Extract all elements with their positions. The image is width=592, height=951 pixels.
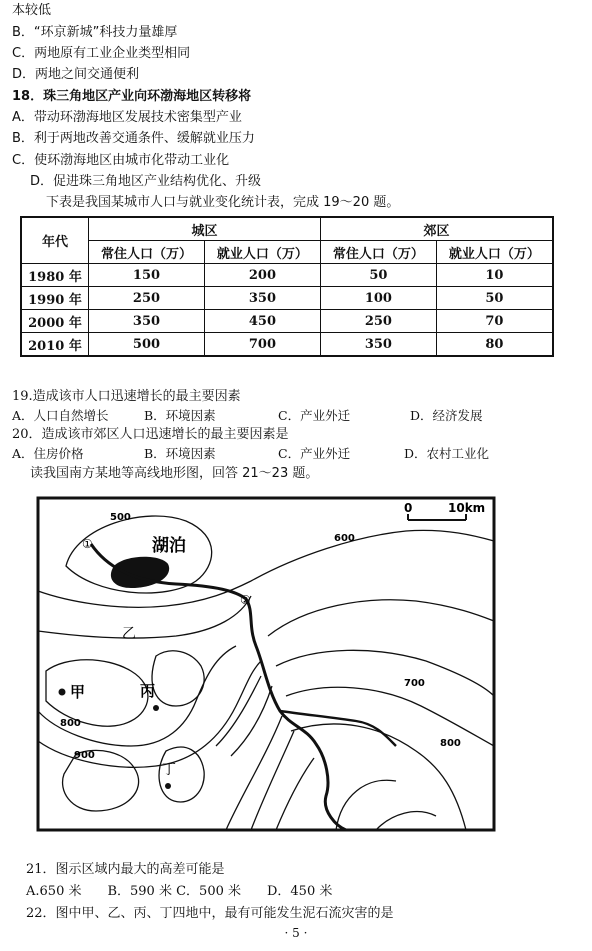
q20-option-d: D．农村工业化: [404, 446, 490, 461]
cell-year: 1980 年: [21, 264, 89, 287]
question-18: 18．珠三角地区产业向环渤海地区转移将: [12, 89, 252, 104]
q19-option-a: A．人口自然增长: [12, 408, 109, 423]
cell-value: 450: [204, 310, 320, 333]
urban-resident-header: 常住人口（万）: [89, 241, 205, 264]
cell-value: 350: [320, 333, 436, 357]
suburb-employed-header: 就业人口（万）: [436, 241, 553, 264]
text-line: 本较低: [12, 3, 52, 18]
contour-700: 700: [404, 678, 425, 689]
q19-options: [12, 407, 592, 425]
q20-options: [12, 445, 592, 463]
cell-value: 350: [204, 287, 320, 310]
q19-option-b: B．环境因素: [144, 408, 216, 423]
cell-value: 200: [204, 264, 320, 287]
urban-employed-header: 就业人口（万）: [204, 241, 320, 264]
table-intro: 下表是我国某城市人口与就业变化统计表，完成 19～20 题。: [46, 195, 400, 210]
contour-800-left: 800: [60, 718, 81, 729]
map-intro: 读我国南方某地等高线地形图，回答 21～23 题。: [30, 466, 319, 481]
option-c: C．使环渤海地区由城市化带动工业化: [12, 153, 230, 168]
option-a: A．带动环渤海地区发展技术密集型产业: [12, 110, 242, 125]
q19-option-d: D．经济发展: [410, 408, 483, 423]
cell-year: 2000 年: [21, 310, 89, 333]
option-b: B．利于两地改善交通条件、缓解就业压力: [12, 131, 255, 146]
cell-value: 50: [320, 264, 436, 287]
marker-1: ①: [82, 537, 93, 551]
suburb-header: 郊区: [320, 217, 553, 241]
q20-option-a: A．住房价格: [12, 446, 84, 461]
question-20: 20．造成该市郊区人口迅速增长的最主要因素是: [12, 427, 289, 442]
q19-option-c: C．产业外迁: [278, 408, 351, 423]
contour-900: 900: [74, 750, 95, 761]
option-c: C．两地原有工业企业类型相同: [12, 46, 191, 61]
marker-2: ②: [240, 593, 251, 607]
cell-value: 150: [89, 264, 205, 287]
suburb-resident-header: 常住人口（万）: [320, 241, 436, 264]
q20-option-c: C．产业外迁: [278, 446, 351, 461]
urban-header: 城区: [89, 217, 321, 241]
option-d: D．促进珠三角地区产业结构优化、升级: [30, 174, 262, 189]
cell-value: 70: [436, 310, 553, 333]
population-table: [20, 216, 554, 357]
point-bing: [153, 705, 159, 711]
table-row: [21, 287, 553, 310]
option-b: B．“环京新城”科技力量雄厚: [12, 25, 178, 40]
scale-ten: 10km: [448, 501, 486, 515]
cell-value: 250: [89, 287, 205, 310]
label-jia: 甲: [70, 683, 86, 701]
option-d: D．两地之间交通便利: [12, 67, 140, 82]
contour-map: [36, 496, 496, 832]
lake-label: 湖泊: [152, 536, 186, 556]
label-bing: 丙: [140, 682, 156, 700]
question-22: 22．图中甲、乙、丙、丁四地中，最有可能发生泥石流灾害的是: [26, 906, 394, 921]
q21-options: A.650 米 B．590 米 C．500 米 D．450 米: [26, 884, 333, 899]
page-number: · 5 ·: [284, 926, 308, 940]
cell-year: 2010 年: [21, 333, 89, 357]
cell-value: 250: [320, 310, 436, 333]
cell-value: 500: [89, 333, 205, 357]
table-row: [21, 264, 553, 287]
contour-500: 500: [110, 512, 131, 523]
cell-value: 350: [89, 310, 205, 333]
year-header: 年代: [21, 217, 89, 264]
contour-600: 600: [334, 533, 355, 544]
label-ding: 丁: [162, 762, 176, 778]
map-frame: [38, 498, 494, 830]
scale-zero: 0: [404, 501, 413, 515]
cell-value: 50: [436, 287, 553, 310]
table-row: [21, 310, 553, 333]
cell-value: 100: [320, 287, 436, 310]
point-ding: [165, 783, 171, 789]
contour-800-right: 800: [440, 738, 461, 749]
question-19: 19.造成该市人口迅速增长的最主要因素: [12, 389, 241, 404]
label-yi: 乙: [122, 626, 136, 642]
cell-value: 10: [436, 264, 553, 287]
cell-value: 80: [436, 333, 553, 357]
cell-year: 1990 年: [21, 287, 89, 310]
point-jia: [59, 689, 66, 696]
q20-option-b: B．环境因素: [144, 446, 216, 461]
cell-value: 700: [204, 333, 320, 357]
question-21: 21．图示区域内最大的高差可能是: [26, 862, 225, 877]
table-row: [21, 333, 553, 357]
